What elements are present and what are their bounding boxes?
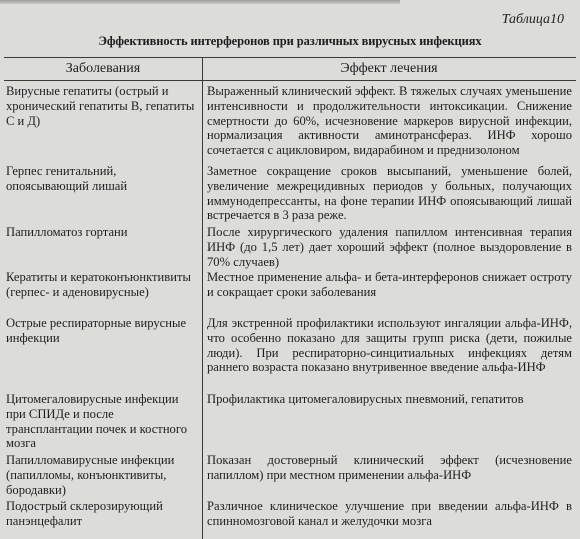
table-row [4, 164, 576, 225]
header-effect: Эффект лечения [340, 61, 438, 76]
disease-cell: Вирусные гепатиты (острый и хронический гепатиты В, гепатиты С и Д) [6, 84, 195, 128]
effect-cell: После хирургического удаления папиллом интенсивная терапия ИНФ (до 1,5 лет) дает хороший эффект (полное выздоровление в 70% случаев) [207, 225, 572, 269]
table-header [4, 58, 576, 80]
table-row [4, 225, 576, 270]
disease-cell: Подострый склерозирующий панэнцефалит [6, 499, 163, 528]
table-number-label: Таблица10 [501, 12, 564, 27]
table-row [4, 316, 576, 392]
header-disease: Заболевания [65, 61, 141, 76]
disease-cell: Острые респираторные вирусные инфекции [6, 316, 187, 345]
table-row [4, 270, 576, 316]
scan-edge [0, 0, 400, 4]
effect-cell: Профилактика цитомегаловирусных пневмоний, гепатитов [207, 392, 524, 406]
table-body [4, 81, 576, 539]
disease-cell: Папилломавирусные инфекции (папилломы, конъюнктивиты, бородавки) [6, 453, 175, 497]
effect-cell: Местное применение альфа- и бета-интерферонов снижает остроту и сокращает сроки заболевания [207, 270, 572, 299]
table-caption: Эффективность интерферонов при различных вирусных инфекциях [98, 34, 482, 48]
disease-cell: Цитомегаловирусные инфекции при СПИДе и после трансплантации почек и костного мозга [6, 392, 187, 451]
effect-cell: Для экстренной профилактики используют ингаляции альфа-ИНФ, что особенно показано для защиты групп риска (дети, пожилые люди). При респираторно-синцитиальных инфекциях детям раннего возраста показано внутривенное введение альфа-ИНФ [207, 316, 572, 375]
effect-cell: Различное клиническое улучшение при введении альфа-ИНФ в спинномозговой канал и желудочки мозга [207, 499, 572, 528]
effect-cell: Заметное сокращение сроков высыпаний, уменьшение болей, увеличение межрецидивных периодов у больных, получающих иммунодепрессанты, на фоне терапии ИНФ опоясывающий лишай встречается в 3 раза реже. [207, 164, 572, 223]
table-row [4, 81, 576, 164]
table-row [4, 499, 576, 539]
table-row [4, 453, 576, 499]
table-row [4, 392, 576, 453]
disease-cell: Герпес генитальний, опоясывающий лишай [6, 164, 128, 193]
disease-cell: Кератиты и кератоконъюнктивиты (герпес- и аденовирусные) [6, 270, 191, 299]
effect-cell: Выраженный клинический эффект. В тяжелых случаях уменьшение интенсивности и продолжительности интоксикации. Снижение смертности до 60%, исчезновение маркеров вирусной инфекции, нормализация активности аминотрансфераз. ИНФ хорошо сочетается с ацикловиром, видарабином и преднизолоном [207, 84, 572, 158]
interferon-table [4, 57, 576, 539]
effect-cell: Показан достоверный клинический эффект (исчезновение папиллом) при местном применении альфа-ИНФ [207, 453, 572, 482]
disease-cell: Папилломатоз гортани [6, 225, 128, 239]
